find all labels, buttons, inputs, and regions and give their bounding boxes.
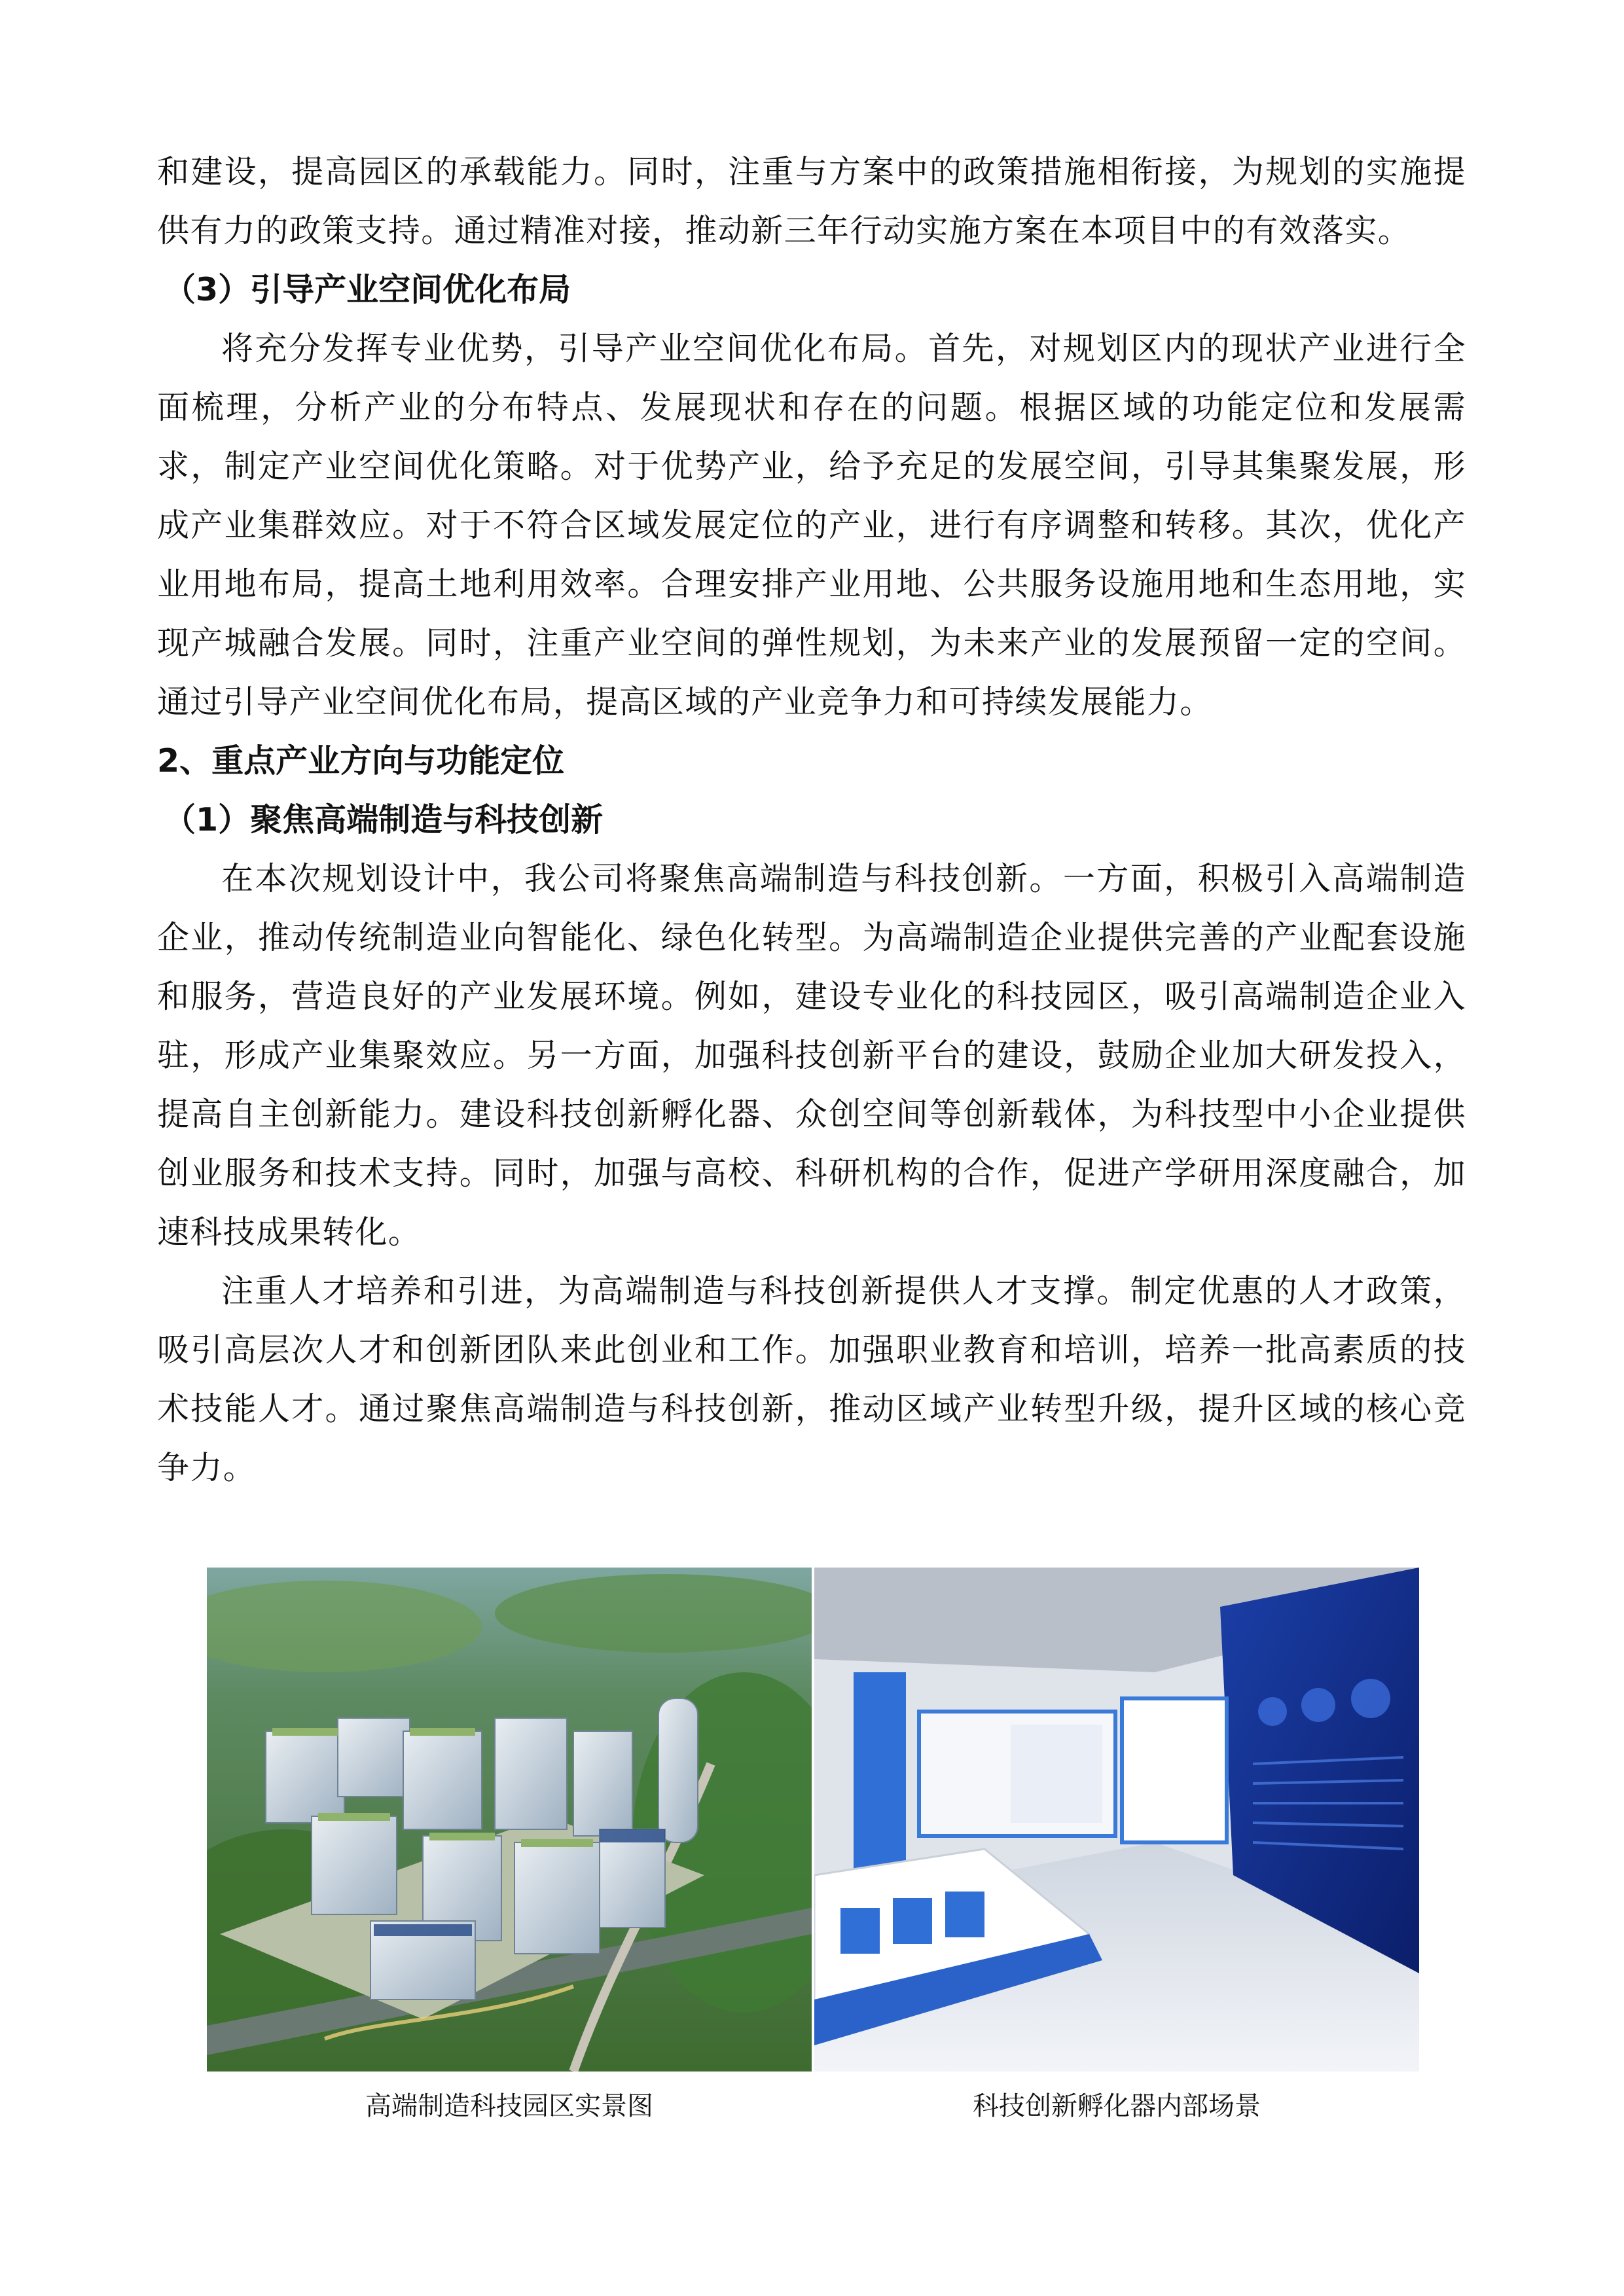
heading-3-space-layout: （3）引导产业空间优化布局: [164, 271, 571, 308]
paragraph-talent: 注重人才培养和引进，为高端制造与科技创新提供人才支撑。制定优惠的人才政策，吸引高层次人才和创新团队来此创业和工作。加强职业教育和培训，培养一批高素质的技术技能人才。通过聚焦高端制造与科技创新，推动区域产业转型升级，提升区域的核心竞争力。: [157, 1272, 1466, 1486]
tech-park-aerial-image: [207, 1568, 812, 2072]
heading-1-high-end-manufacturing: （1）聚焦高端制造与科技创新: [164, 801, 604, 838]
body-text: [157, 143, 1466, 1498]
continuation-paragraph: 和建设，提高园区的承载能力。同时，注重与方案中的政策措施相衔接，为规划的实施提供有力的政策支持。通过精准对接，推动新三年行动实施方案在本项目中的有效落实。: [157, 153, 1466, 249]
paragraph-high-end-manufacturing: 在本次规划设计中，我公司将聚焦高端制造与科技创新。一方面，积极引入高端制造企业，推动传统制造业向智能化、绿色化转型。为高端制造企业提供完善的产业配套设施和服务，营造良好的产业发展环境。例如，建设专业化的科技园区，吸引高端制造企业入驻，形成产业集聚效应。另一方面，加强科技创新平台的建设，鼓励企业加大研发投入，提高自主创新能力。建设科技创新孵化器、众创空间等创新载体，为科技型中小企业提供创业服务和技术支持。同时，加强与高校、科研机构的合作，促进产学研用深度融合，加速科技成果转化。: [157, 860, 1466, 1251]
figure-caption-tech-park: 高端制造科技园区实景图: [365, 2091, 653, 2121]
figure-caption-incubator: 科技创新孵化器内部场景: [973, 2091, 1261, 2121]
paragraph-space-layout: 将充分发挥专业优势，引导产业空间优化布局。首先，对规划区内的现状产业进行全面梳理，分析产业的分布特点、发展现状和存在的问题。根据区域的功能定位和发展需求，制定产业空间优化策略。对于优势产业，给予充足的发展空间，引导其集聚发展，形成产业集群效应。对于不符合区域发展定位的产业，进行有序调整和转移。其次，优化产业用地布局，提高土地利用效率。合理安排产业用地、公共服务设施用地和生态用地，实现产城融合发展。同时，注重产业空间的弹性规划，为未来产业的发展预留一定的空间。通过引导产业空间优化布局，提高区域的产业竞争力和可持续发展能力。: [157, 330, 1466, 721]
incubator-interior-image: [814, 1568, 1419, 2072]
section-heading-2: 2、重点产业方向与功能定位: [157, 742, 565, 780]
